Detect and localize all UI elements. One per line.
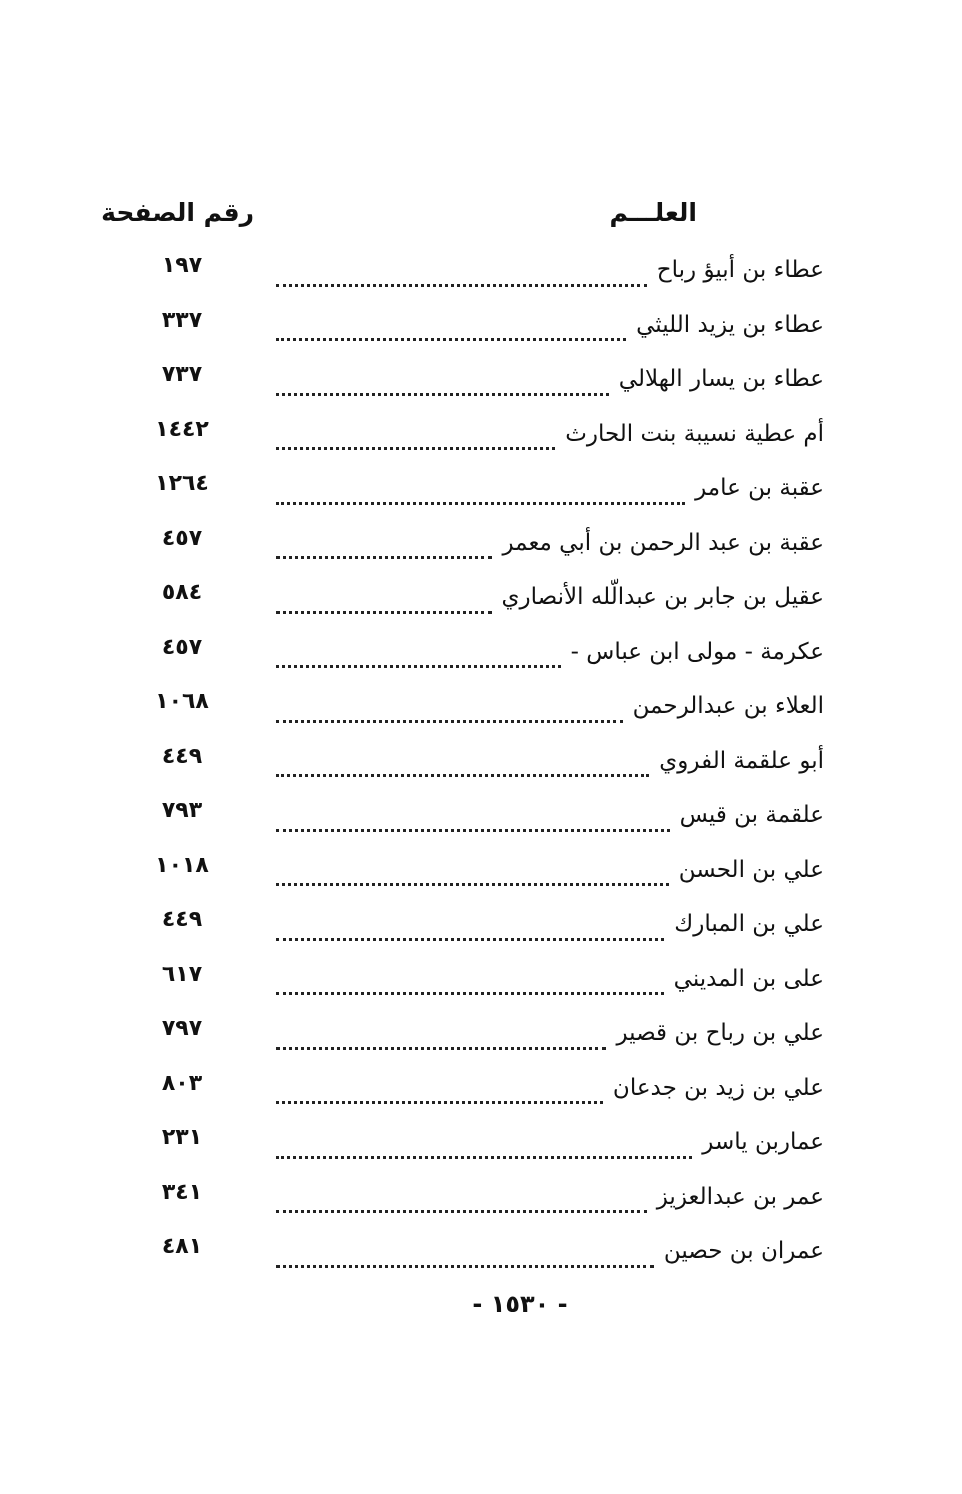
dot-leader: [276, 1190, 647, 1213]
entry-name-wrap: [272, 688, 824, 724]
entry-name: أبو علقمة الفروي: [659, 747, 824, 774]
dot-leader: [276, 918, 664, 941]
index-row: [0, 789, 962, 844]
entry-name-wrap: [272, 361, 824, 397]
entry-name: عقبة بن عامر: [695, 475, 824, 501]
index-row: [0, 517, 962, 572]
index-row: [0, 1171, 962, 1226]
entry-name: عمران بن حصين: [663, 1238, 824, 1264]
entry-name-wrap: [272, 743, 824, 779]
index-row: [0, 462, 962, 517]
entry-name: علي بن المبارك: [674, 911, 824, 937]
index-row: [0, 626, 962, 681]
page-footer: [0, 1290, 962, 1318]
index-row: [0, 299, 962, 354]
entry-page-number: ١٤٤٢: [155, 416, 209, 442]
entry-name-wrap: [272, 1233, 824, 1269]
dot-leader: [276, 863, 669, 886]
entry-name-wrap: [272, 906, 824, 942]
dot-leader: [276, 482, 685, 505]
entry-name: عقيل بن جابر بن عبدالّله الأنصاري: [501, 584, 824, 610]
entry-name: عكرمة - مولى ابن عباس -: [570, 638, 824, 665]
dot-leader: [276, 645, 561, 668]
entry-name-wrap: [272, 470, 824, 506]
entry-name-wrap: [272, 852, 824, 888]
entry-name: عطاء بن يزيد الليثي: [636, 311, 824, 338]
entry-page-number: ٤٥٧: [161, 634, 203, 660]
entry-page-number: ٢٣١: [161, 1125, 203, 1150]
index-row: [0, 680, 962, 735]
entry-name-wrap: [272, 252, 824, 288]
dot-leader: [276, 427, 555, 450]
entry-page-number: ١٢٦٤: [155, 471, 209, 496]
dot-leader: [276, 536, 492, 559]
entry-name-wrap: [272, 416, 824, 452]
dot-leader: [276, 1136, 692, 1159]
entry-page-number: ٦١٧: [161, 961, 203, 987]
index-row: [0, 898, 962, 953]
dot-leader: [276, 1081, 603, 1104]
entry-page-number: ٣٤١: [161, 1179, 203, 1205]
dot-leader: [276, 591, 492, 614]
dot-leader: [276, 318, 626, 341]
entry-name-wrap: [272, 1179, 824, 1215]
dot-leader: [276, 700, 623, 723]
entry-name: عطاء بن يسار الهلالي: [618, 366, 824, 392]
entry-name-wrap: [272, 961, 824, 997]
index-row: [0, 1116, 962, 1171]
entry-page-number: ١٠١٨: [155, 852, 209, 878]
entry-name-wrap: [272, 579, 824, 615]
dot-leader: [276, 1027, 606, 1050]
name-column-heading: العلـــم: [609, 198, 697, 227]
entry-name: عماربن ياسر: [702, 1129, 824, 1155]
dot-leader: [276, 264, 647, 287]
index-row: [0, 1062, 962, 1117]
entry-page-number: ٤٥٧: [161, 525, 203, 551]
entry-page-number: ٧٣٧: [161, 362, 203, 387]
index-row: [0, 571, 962, 626]
entry-name-wrap: [272, 1070, 824, 1106]
dot-leader: [276, 809, 670, 832]
entry-page-number: ١٠٦٨: [155, 689, 209, 714]
dot-leader: [276, 972, 664, 995]
dot-leader: [276, 1245, 654, 1268]
entry-page-number: ١٩٧: [161, 253, 203, 278]
index-row: [0, 1225, 962, 1280]
index-row: [0, 353, 962, 408]
entry-name: على بن المديني: [673, 965, 824, 992]
entry-name: العلاء بن عبدالرحمن: [632, 693, 824, 719]
entry-name: علقمة بن قيس: [679, 802, 824, 828]
entry-name-wrap: [272, 1015, 824, 1051]
index-entries: [0, 244, 962, 1280]
entry-name: علي بن الحسن: [678, 856, 824, 883]
entry-name-wrap: [272, 525, 824, 561]
entry-name-wrap: [272, 634, 824, 670]
entry-name-wrap: [272, 1124, 824, 1160]
index-row: [0, 244, 962, 299]
index-row: [0, 953, 962, 1008]
entry-page-number: ٧٩٣: [161, 798, 203, 823]
index-row: [0, 844, 962, 899]
entry-name: علي بن رباح بن قصير: [616, 1020, 824, 1046]
page-column-heading: رقم الصفحة: [101, 198, 254, 227]
entry-name-wrap: [272, 797, 824, 833]
dot-leader: [276, 754, 649, 777]
page-number: - ١٥٣٠ -: [472, 1290, 568, 1318]
dot-leader: [276, 373, 609, 396]
entry-page-number: ٤٤٩: [161, 907, 203, 932]
entry-name: عقبة بن عبد الرحمن بن أبي معمر: [502, 529, 824, 556]
index-row: [0, 735, 962, 790]
entry-page-number: ٨٠٣: [161, 1070, 203, 1096]
entry-page-number: ٣٣٧: [161, 307, 203, 333]
entry-page-number: ٤٨١: [161, 1234, 203, 1259]
entry-name: عطاء بن أبيؤ رباح: [656, 257, 824, 283]
entry-page-number: ٤٤٩: [161, 743, 203, 769]
index-header: [0, 198, 962, 238]
entry-name: علي بن زيد بن جدعان: [612, 1074, 824, 1101]
index-row: [0, 408, 962, 463]
entry-name-wrap: [272, 307, 824, 343]
index-row: [0, 1007, 962, 1062]
entry-page-number: ٧٩٧: [161, 1016, 203, 1041]
entry-name: أم عطية نسيبة بنت الحارث: [565, 420, 824, 447]
entry-page-number: ٥٨٤: [161, 580, 203, 605]
entry-name: عمر بن عبدالعزيز: [656, 1183, 824, 1210]
